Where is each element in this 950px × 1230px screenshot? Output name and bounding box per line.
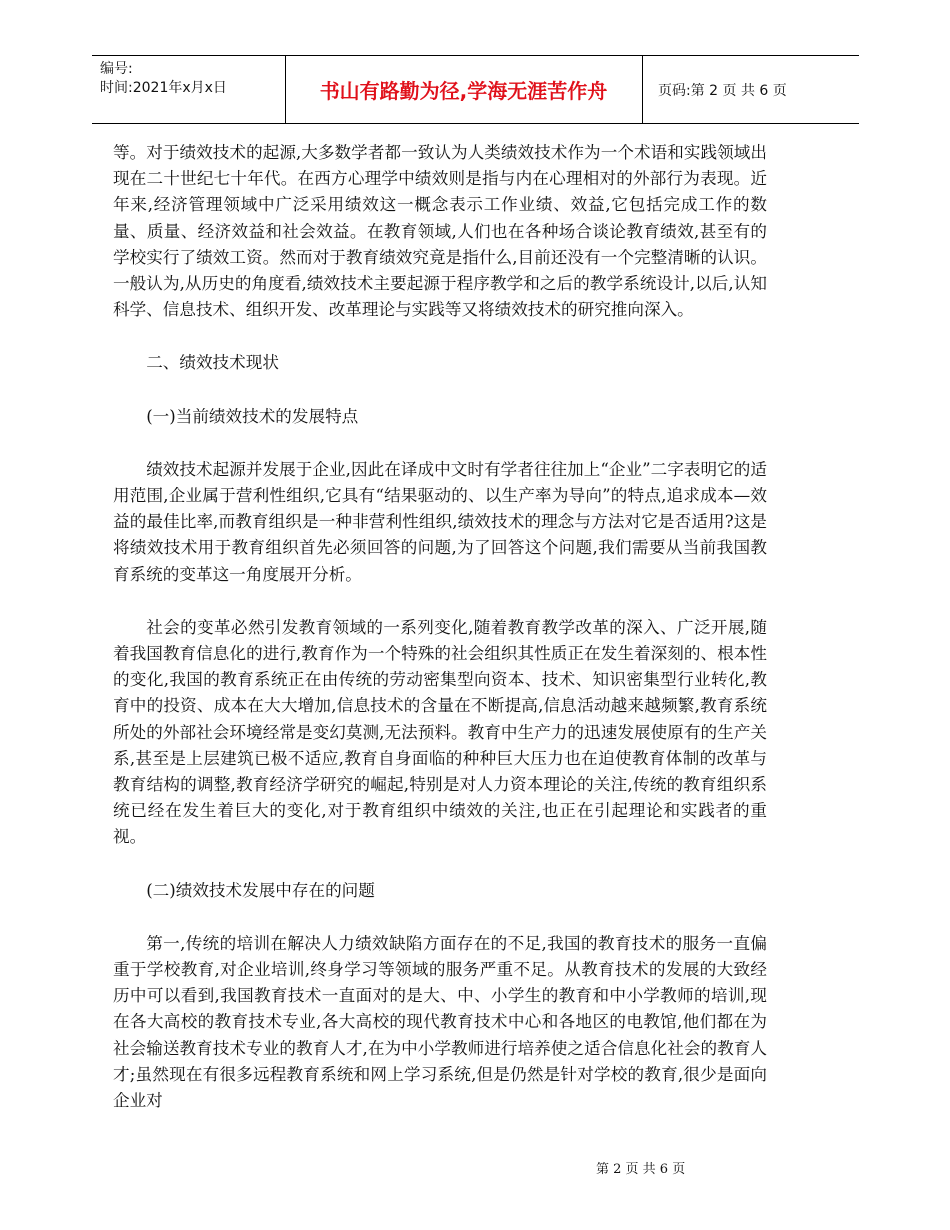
page-footer: 第 2 页 共 6 页 bbox=[596, 1162, 686, 1177]
header-meta bbox=[100, 60, 227, 98]
page-header bbox=[92, 55, 859, 124]
paragraph: 社会的变革必然引发教育领域的一系列变化,随着教育教学改革的深入、广泛开展,随着我国教育信息化的进行,教育作为一个特殊的社会组织其性质正在发生着深刻的、根本性的变化,我国的教育系统正在由传统的劳动密集型向资本、技术、知识密集型行业转化,教育中的投资、成本在大大增加,信息技术的含量在不断提高,信息活动越来越频繁,教育系统所处的外部社会环境经常是变幻莫测,无法预料。教育中生产力的迅速发展使原有的生产关系,甚至是上层建筑已极不适应,教育自身面临的种种巨大压力也在迫使教育体制的改革与教育结构的调整,教育经济学研究的崛起,特别是对人力资本理论的关注,传统的教育组织系统已经在发生着巨大的变化,对于教育组织中绩效的关注,也正在引起理论和实践者的重视。 bbox=[113, 617, 767, 847]
section-heading: 二、绩效技术现状 bbox=[146, 353, 279, 373]
paragraph: 第一,传统的培训在解决人力绩效缺陷方面存在的不足,我国的教育技术的服务一直偏重于学校教育,对企业培训,终身学习等领域的服务严重不足。从教育技术的发展的大致经历中可以看到,我国教育技术一直面对的是大、中、小学生的教育和中小学教师的培训,现在各大高校的教育技术专业,各大高校的现代教育技术中心和各地区的电教馆,他们都在为社会输送教育技术专业的教育人才,在为中小学教师进行培养使之适合信息化社会的教育人才;虽然现在有很多远程教育系统和网上学习系统,但是仍然是针对学校的教育,很少是面向企业对 bbox=[113, 933, 767, 1111]
subsection-heading: (一)当前绩效技术的发展特点 bbox=[146, 406, 359, 426]
time-label: 时间:2021年x月x日 bbox=[100, 80, 227, 96]
header-page-info: 页码:第 2 页 共 6 页 bbox=[658, 82, 787, 99]
document-body bbox=[113, 140, 767, 1114]
paragraph: 等。对于绩效技术的起源,大多数学者都一致认为人类绩效技术作为一个术语和实践领域出现在二十世纪七十年代。在西方心理学中绩效则是指与内在心理相对的外部行为表现。近年来,经济管理领域中广泛采用绩效这一概念表示工作业绩、效益,它包括完成工作的数量、质量、经济效益和社会效益。在教育领域,人们也在各种场合谈论教育绩效,甚至有的学校实行了绩效工资。然而对于教育绩效究竟是指什么,目前还没有一个完整清晰的认识。一般认为,从历史的角度看,绩效技术主要起源于程序教学和之后的教学系统设计,以后,认知科学、信息技术、组织开发、改革理论与实践等又将绩效技术的研究推向深入。 bbox=[113, 143, 767, 320]
paragraph: 绩效技术起源并发展于企业,因此在译成中文时有学者往往加上“企业”二字表明它的适用范围,企业属于营利性组织,它具有“结果驱动的、以生产率为导向”的特点,追求成本—效益的最佳比率,而教育组织是一种非营利性组织,绩效技术的理念与方法对它是否适用?这是将绩效技术用于教育组织首先必须回答的问题,为了回答这个问题,我们需要从当前我国教育系统的变革这一角度展开分析。 bbox=[113, 459, 767, 584]
header-divider bbox=[642, 56, 643, 123]
subsection-heading: (二)绩效技术发展中存在的问题 bbox=[146, 880, 375, 900]
header-motto: 书山有路勤为径,学海无涯苦作舟 bbox=[319, 79, 608, 103]
number-label: 编号: bbox=[100, 61, 133, 77]
